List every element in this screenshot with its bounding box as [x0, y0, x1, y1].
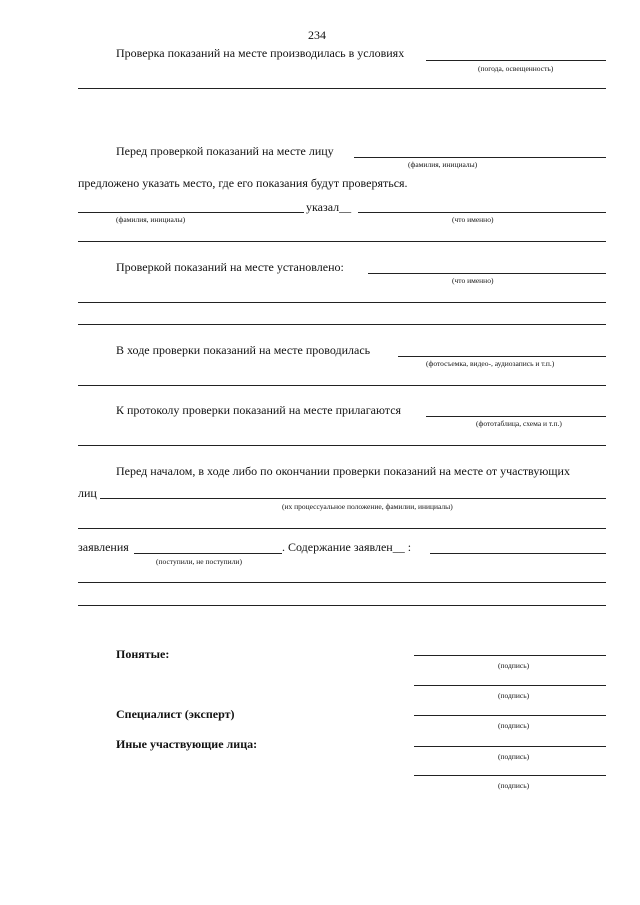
statements-from-label: Перед началом, в ходе либо по окончании проверки показаний на месте от участвующих — [116, 464, 570, 478]
page-number: 234 — [308, 28, 326, 42]
conducted-field[interactable] — [398, 356, 606, 357]
established-field[interactable] — [368, 273, 606, 274]
conducted-hint: (фотосъемка, видео-, аудиозапись и т.п.) — [426, 359, 555, 368]
signature-hint-1: (подпись) — [498, 661, 530, 670]
established-hint: (что именно) — [452, 276, 494, 285]
specialist-label: Специалист (эксперт) — [116, 707, 235, 721]
indicated-what-hint: (что именно) — [452, 215, 494, 224]
established-field-line-3[interactable] — [78, 324, 606, 325]
attached-hint: (фототаблица, схема и т.п.) — [476, 419, 562, 428]
statements-from-continuation: лиц — [78, 486, 97, 500]
conditions-hint: (погода, освещенность) — [478, 64, 554, 73]
statements-label: заявления — [78, 540, 129, 554]
signature-hint-4: (подпись) — [498, 752, 530, 761]
attached-field-line-2[interactable] — [78, 445, 606, 446]
person-offer-continuation: предложено указать место, где его показания будут проверяться. — [78, 176, 408, 190]
conducted-label: В ходе проверки показаний на месте проводилась — [116, 343, 371, 357]
established-field-line-2[interactable] — [78, 302, 606, 303]
statements-content-line-2[interactable] — [78, 582, 606, 583]
others-signature-2[interactable] — [414, 775, 606, 776]
person-name-field[interactable] — [354, 157, 606, 158]
attached-label: К протоколу проверки показаний на месте прилагаются — [116, 403, 402, 417]
person-offer-label: Перед проверкой показаний на месте лицу — [116, 144, 334, 158]
person-name-hint: (фамилия, инициалы) — [408, 160, 478, 169]
conducted-field-line-2[interactable] — [78, 385, 606, 386]
established-label: Проверкой показаний на месте установлено: — [116, 260, 344, 274]
conditions-field[interactable] — [426, 60, 606, 61]
specialist-signature[interactable] — [414, 715, 606, 716]
conditions-field-line-2[interactable] — [78, 88, 606, 89]
participants-field-line-2[interactable] — [78, 528, 606, 529]
statements-received-field[interactable] — [134, 553, 282, 554]
statements-content-label: . Содержание заявлен__ : — [282, 540, 412, 554]
conditions-label: Проверка показаний на месте производилась в условиях — [116, 46, 405, 60]
participants-field[interactable] — [100, 498, 606, 499]
signature-hint-2: (подпись) — [498, 691, 530, 700]
statements-content-field[interactable] — [430, 553, 606, 554]
indicated-label: указал__ — [306, 200, 352, 214]
others-signature-1[interactable] — [414, 746, 606, 747]
witness-signature-2[interactable] — [414, 685, 606, 686]
others-label: Иные участвующие лица: — [116, 737, 258, 751]
witness-signature-1[interactable] — [414, 655, 606, 656]
participants-hint: (их процессуальное положение, фамилии, инициалы) — [282, 502, 453, 511]
indicated-what-field[interactable] — [358, 212, 606, 213]
signature-hint-3: (подпись) — [498, 721, 530, 730]
signature-hint-5: (подпись) — [498, 781, 530, 790]
indicated-name-field[interactable] — [78, 212, 304, 213]
indicated-name-hint: (фамилия, инициалы) — [116, 215, 186, 224]
statements-received-hint: (поступили, не поступили) — [156, 557, 242, 566]
witnesses-label: Понятые: — [116, 647, 170, 661]
attached-field[interactable] — [426, 416, 606, 417]
statements-content-line-3[interactable] — [78, 605, 606, 606]
indicated-field-line-2[interactable] — [78, 241, 606, 242]
